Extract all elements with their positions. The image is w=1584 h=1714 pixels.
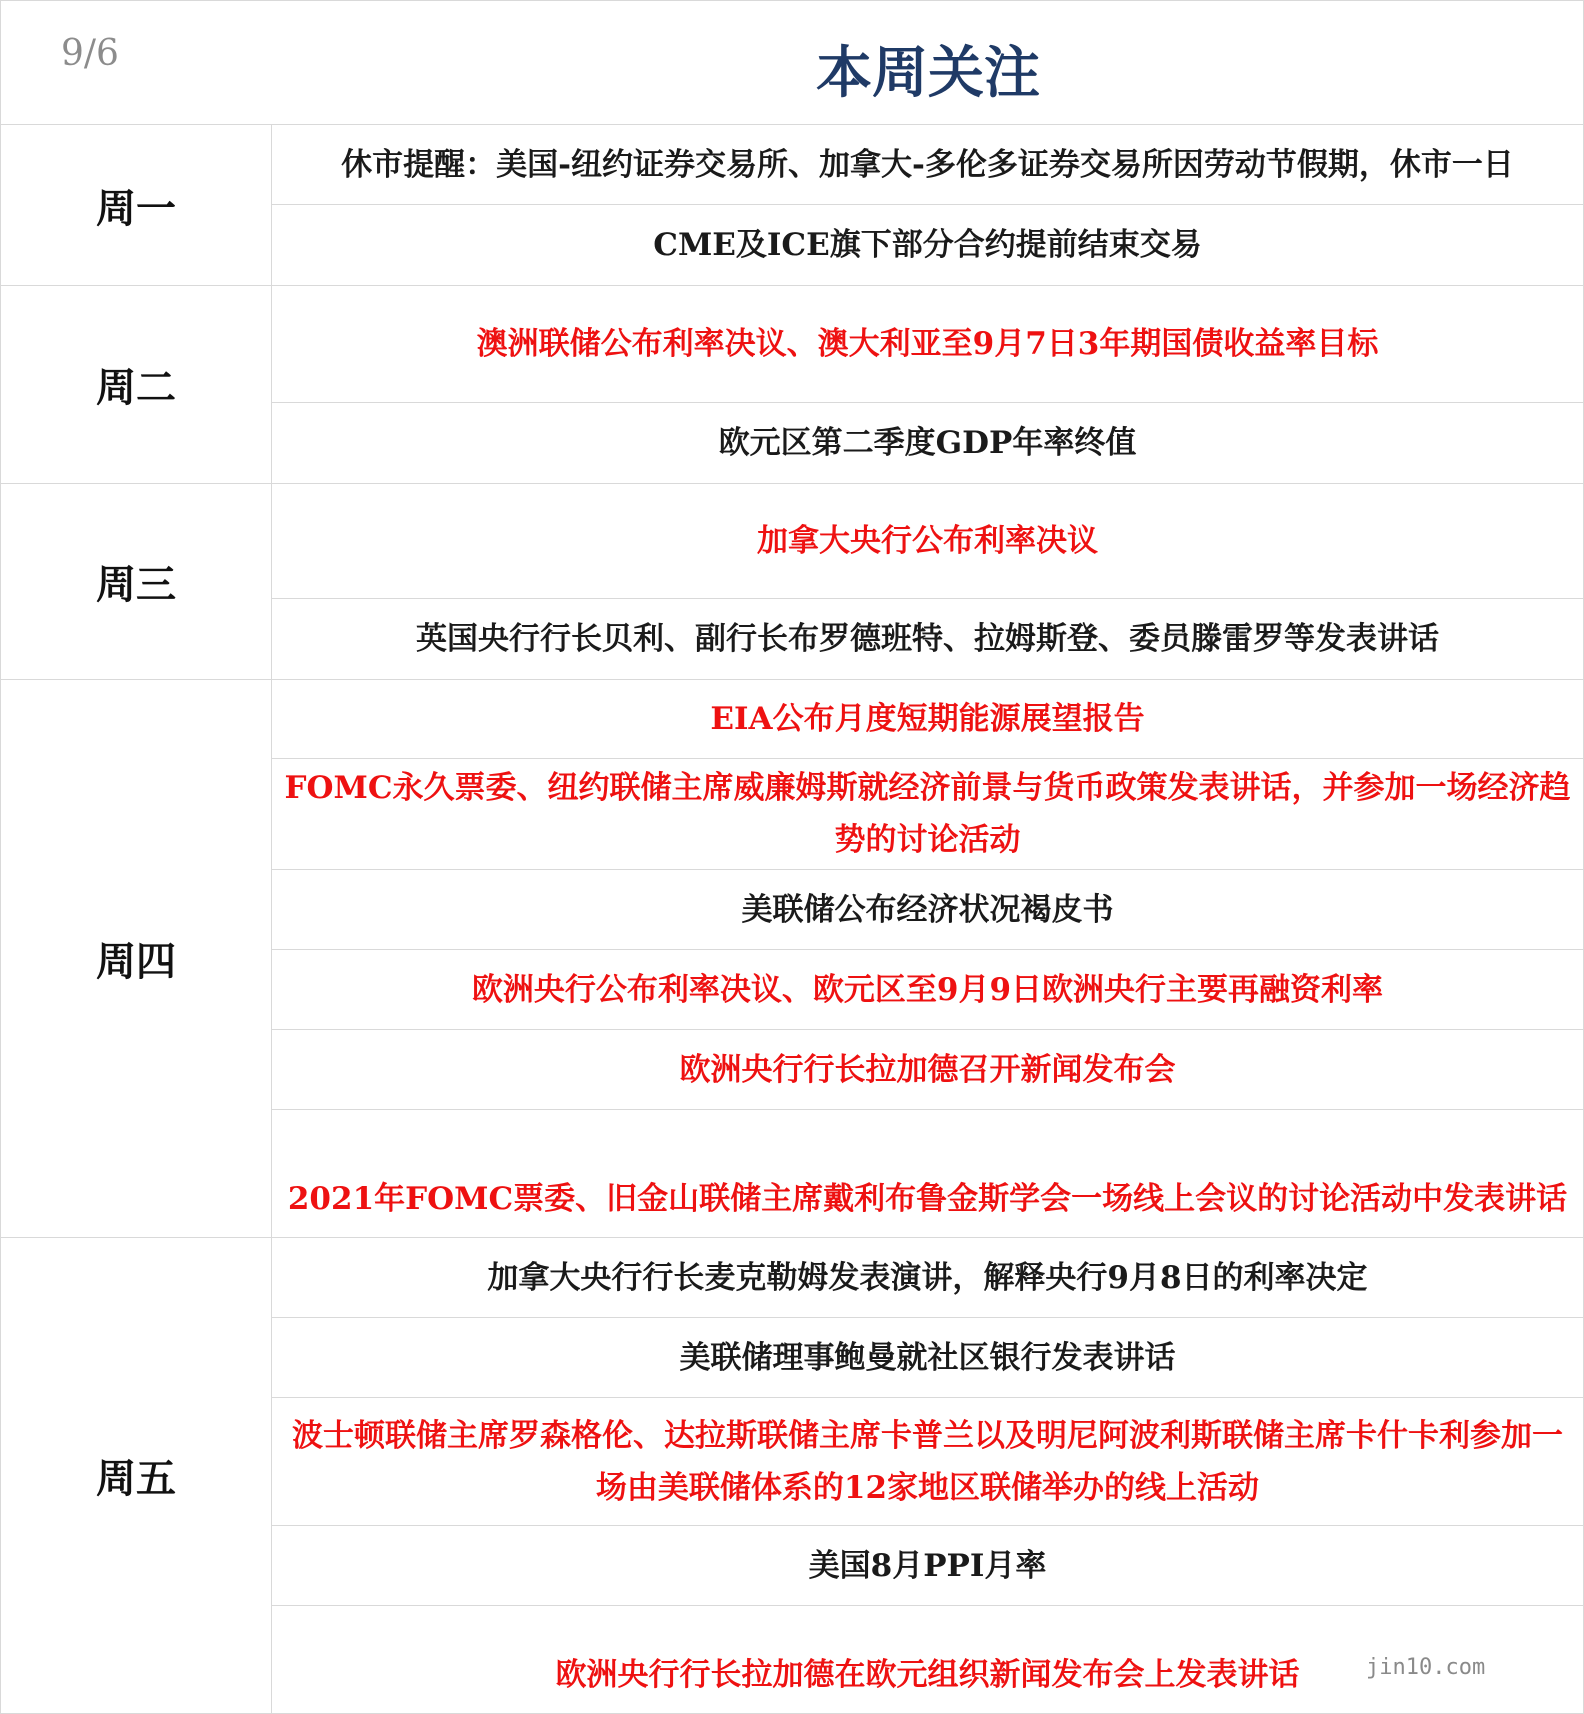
event-row: CME及ICE旗下部分合约提前结束交易 bbox=[653, 227, 1202, 263]
day-group-monday bbox=[1, 125, 1583, 286]
event-row: EIA公布月度短期能源展望报告 bbox=[272, 680, 1583, 759]
day-label: 周一 bbox=[1, 125, 272, 285]
event-row: FOMC永久票委、纽约联储主席威廉姆斯就经济前景与货币政策发表讲话，并参加一场经济趋势的讨论活动 bbox=[272, 759, 1583, 870]
watermark: jin10.com bbox=[1366, 1655, 1486, 1680]
event-row: 英国央行行长贝利、副行长布罗德班特、拉姆斯登、委员滕雷罗等发表讲话 bbox=[416, 621, 1439, 657]
event-row: 欧元区第二季度GDP年率终值 bbox=[718, 425, 1137, 461]
event-row: 美国8月PPI月率 bbox=[272, 1526, 1583, 1606]
date-label: 9/6 bbox=[61, 33, 119, 74]
event-row: 加拿大央行公布利率决议 bbox=[272, 484, 1583, 599]
day-group-tuesday bbox=[1, 286, 1583, 484]
event-row: 美联储公布经济状况褐皮书 bbox=[272, 870, 1583, 950]
event-row: 欧洲央行公布利率决议、欧元区至9月9日欧洲央行主要再融资利率 bbox=[272, 950, 1583, 1030]
day-group-friday bbox=[1, 1238, 1583, 1713]
event-row: 欧洲央行行长拉加德在欧元组织新闻发布会上发表讲话 bbox=[555, 1656, 1300, 1693]
day-group-wednesday bbox=[1, 484, 1583, 680]
event-row: 欧洲央行行长拉加德召开新闻发布会 bbox=[272, 1030, 1583, 1110]
page-title: 本周关注 bbox=[816, 40, 1040, 106]
event-row: 美联储理事鲍曼就社区银行发表讲话 bbox=[272, 1318, 1583, 1398]
day-label: 周四 bbox=[1, 680, 272, 1237]
event-row: 休市提醒：美国-纽约证券交易所、加拿大-多伦多证券交易所因劳动节假期，休市一日 bbox=[272, 125, 1583, 205]
day-label: 周三 bbox=[1, 484, 272, 679]
event-row: 波士顿联储主席罗森格伦、达拉斯联储主席卡普兰以及明尼阿波利斯联储主席卡什卡利参加一场由美联储体系的12家地区联储举办的线上活动 bbox=[272, 1398, 1583, 1526]
event-row: 澳洲联储公布利率决议、澳大利亚至9月7日3年期国债收益率目标 bbox=[272, 286, 1583, 403]
table-header bbox=[1, 1, 1583, 125]
day-label: 周五 bbox=[1, 1238, 272, 1713]
day-group-thursday bbox=[1, 680, 1583, 1238]
event-row: 加拿大央行行长麦克勒姆发表演讲，解释央行9月8日的利率决定 bbox=[272, 1238, 1583, 1318]
event-row: 2021年FOMC票委、旧金山联储主席戴利布鲁金斯学会一场线上会议的讨论活动中发表讲话 bbox=[287, 1180, 1568, 1217]
day-label: 周二 bbox=[1, 286, 272, 483]
